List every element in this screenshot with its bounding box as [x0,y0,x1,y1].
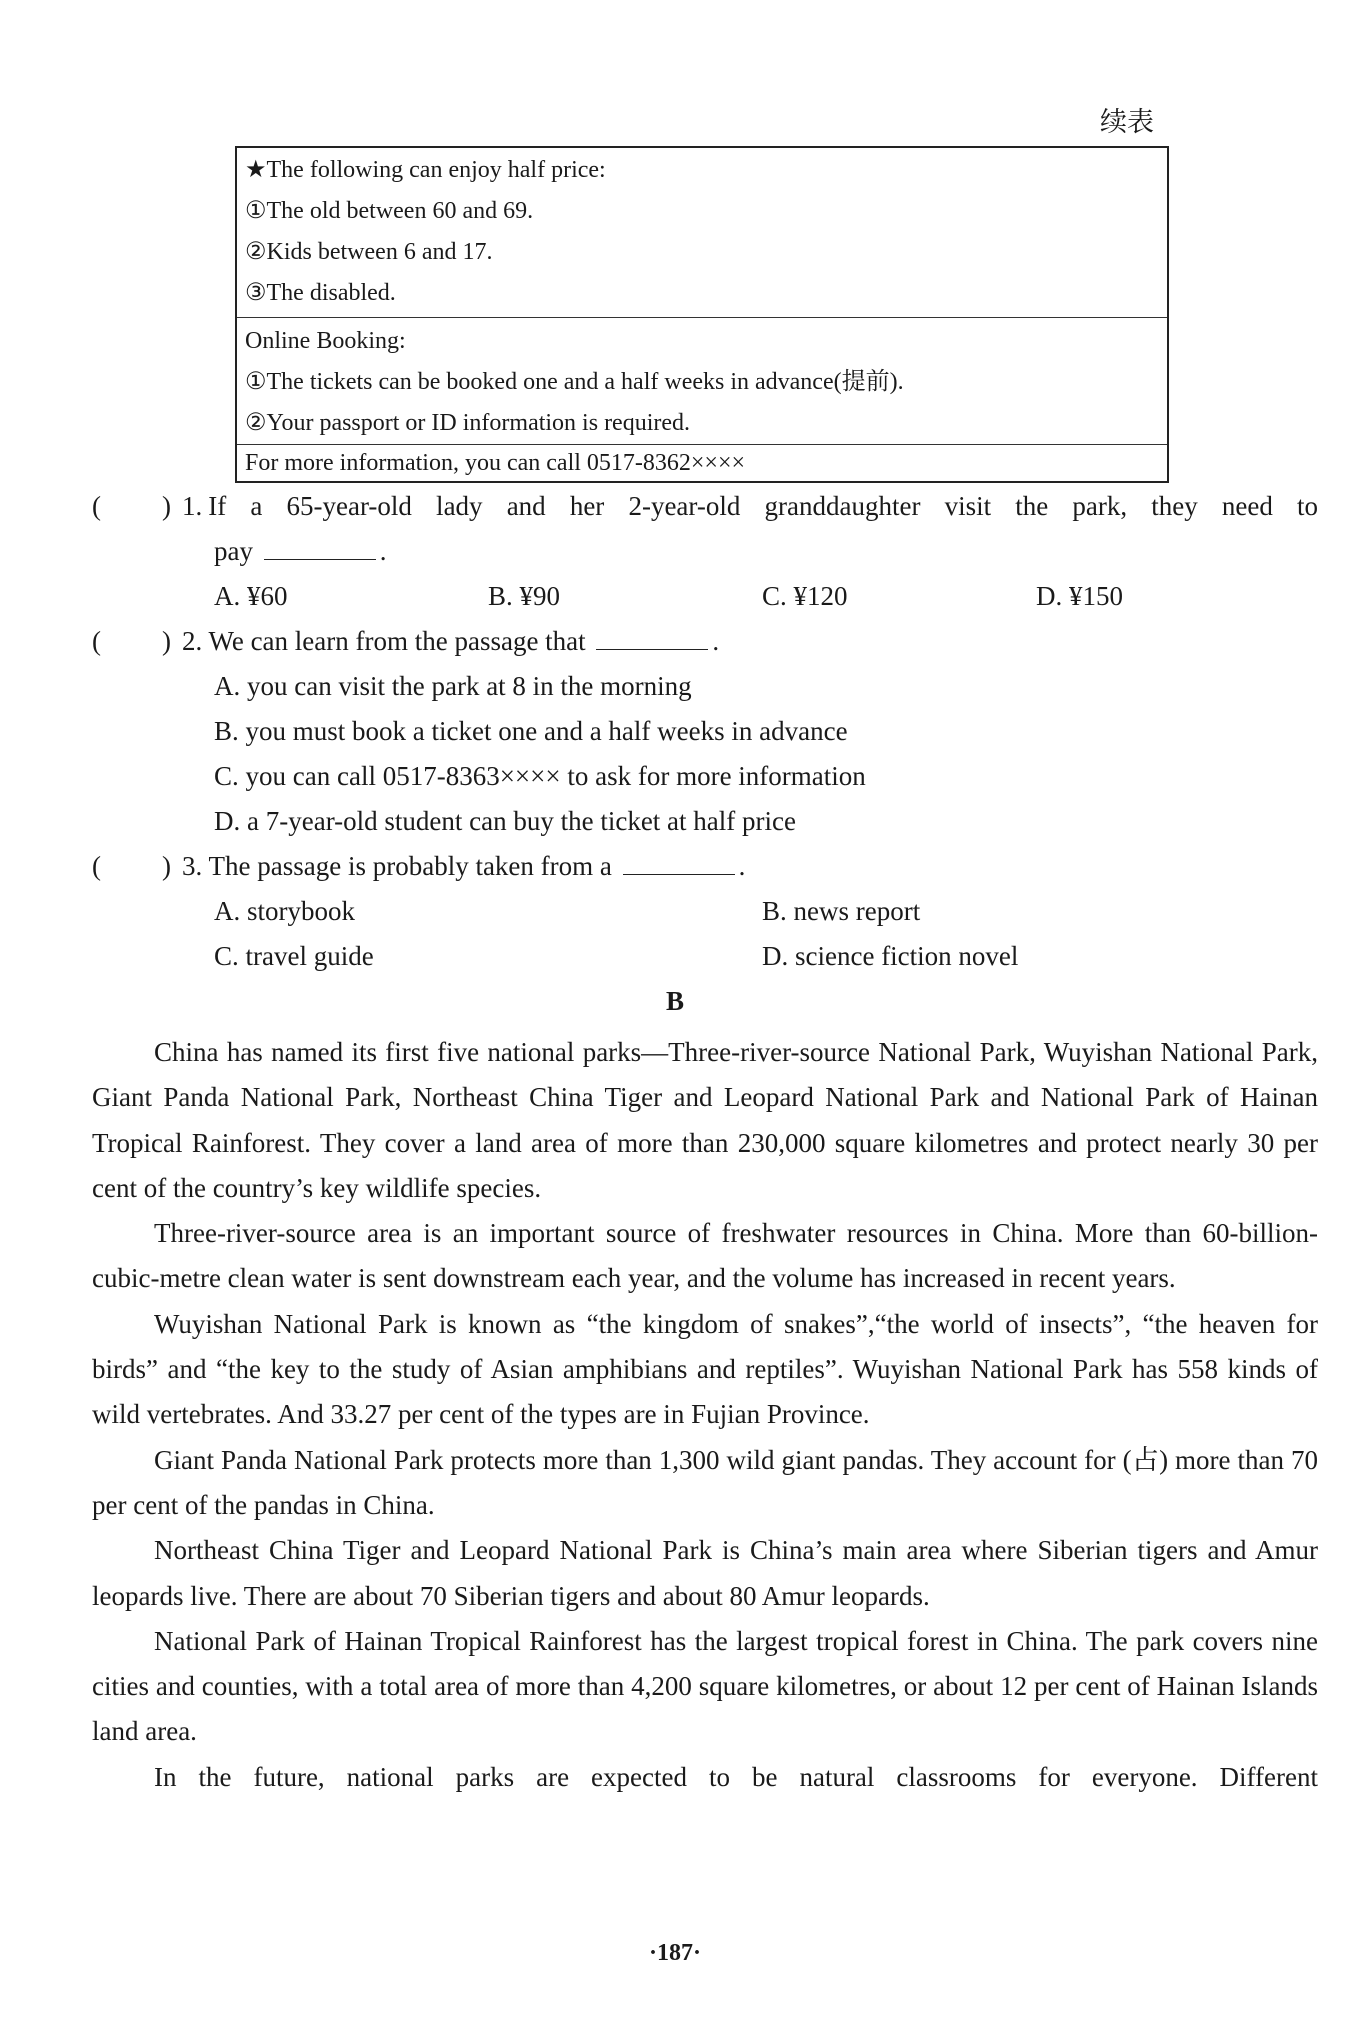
question-number: 3. [182,851,203,881]
answer-paren-close: ) [162,626,171,656]
passage-paragraph: National Park of Hainan Tropical Rainforest has the largest tropical forest in China. The park covers nine cities and counties, with a total area of more than 4,200 square kilometres, or about 12 per cent of Hainan Islands land area. [92,1625,1318,1747]
question-text: pay [214,536,253,566]
passage-paragraph: China has named its first five national parks—Three-river-source National Park, Wuyishan National Park, Giant Panda National Park, Northeast China Tiger and Leopard National Park and National Park of Hainan Tropical Rainforest. They cover a land area of more than 230,000 square kilometres and protect nearly 30 per cent of the country’s key wildlife species. [92,1037,1318,1203]
answer-blank [264,529,376,560]
question-list [92,484,1318,979]
question-text: We can learn from the passage that [208,626,586,656]
question-2 [92,619,1318,664]
option-a: A. storybook [214,896,355,926]
question-text: If a 65-year-old lady and her 2-year-old granddaughter visit the park, they need to [208,491,1318,521]
answer-blank [596,619,708,650]
answer-paren-close: ) [162,491,171,521]
section-b-heading: B [665,986,684,1016]
passage-paragraph: Three-river-source area is an important source of freshwater resources in China. More than 60-billion-cubic-metre clean water is sent downstream each year, and the volume has increased in recent years. [92,1218,1318,1294]
table-line: ③The disabled. [245,280,396,306]
table-line: ①The tickets can be booked one and a half weeks in advance(提前). [245,369,904,395]
answer-paren-open: ( [92,851,101,881]
question-stem [182,484,1318,529]
option-a: A. ¥60 [214,581,288,611]
question-end: . [712,626,720,656]
question-stem [182,844,1318,889]
table-line: ②Your passport or ID information is required. [245,410,691,436]
reading-passage [92,1030,1318,1800]
option-d: D. ¥150 [1036,581,1123,611]
contact-section [237,445,1167,481]
question-1 [92,484,1318,529]
answer-blank [623,844,735,875]
answer-paren-open: ( [92,626,101,656]
table-line: ★The following can enjoy half price: [245,157,606,183]
question-3 [92,844,1318,889]
question-1-options [92,574,1318,619]
answer-paren-close: ) [162,851,171,881]
ticket-info-table [235,146,1169,483]
option-c: C. ¥120 [762,581,848,611]
table-line: For more information, you can call 0517-8362×××× [245,450,746,476]
passage-paragraph: In the future, national parks are expected to be natural classrooms for everyone. Different [154,1761,1318,1792]
option-b: B. news report [762,896,921,926]
option-c: C. you can call 0517-8363×××× to ask for more information [214,761,866,791]
half-price-section [237,148,1167,318]
option-c: C. travel guide [214,941,374,971]
passage-paragraph: Giant Panda National Park protects more than 1,300 wild giant pandas. They account for (占) more than 70 per cent of the pandas in China. [92,1444,1318,1520]
question-text: The passage is probably taken from a [208,851,612,881]
option-b: B. you must book a ticket one and a half weeks in advance [214,716,848,746]
question-end: . [738,851,746,881]
passage-paragraph: Northeast China Tiger and Leopard National Park is China’s main area where Siberian tigers and Amur leopards live. There are about 70 Siberian tigers and about 80 Amur leopards. [92,1535,1318,1611]
table-line: ①The old between 60 and 69. [245,198,534,224]
question-number: 1. [182,491,203,521]
question-1-cont [92,529,1318,574]
question-number: 2. [182,626,203,656]
option-d: D. a 7-year-old student can buy the ticket at half price [214,806,796,836]
passage-paragraph: Wuyishan National Park is known as “the kingdom of snakes”,“the world of insects”, “the heaven for birds” and “the key to the study of Asian amphibians and reptiles”. Wuyishan National Park has 558 kinds of wild vertebrates. And 33.27 per cent of the types are in Fujian Province. [92,1308,1318,1430]
question-3-options-row2 [92,934,1318,979]
option-d: D. science fiction novel [762,941,1019,971]
question-end: . [379,536,387,566]
table-line: ②Kids between 6 and 17. [245,239,493,265]
page-number: ·187· [648,1940,701,1966]
table-line: Online Booking: [245,328,406,354]
answer-paren-open: ( [92,491,101,521]
continued-label: 续表 [1100,107,1154,137]
question-3-options-row1 [92,889,1318,934]
option-a: A. you can visit the park at 8 in the morning [214,671,692,701]
question-stem [182,619,1318,664]
online-booking-section [237,318,1167,445]
option-b: B. ¥90 [488,581,561,611]
